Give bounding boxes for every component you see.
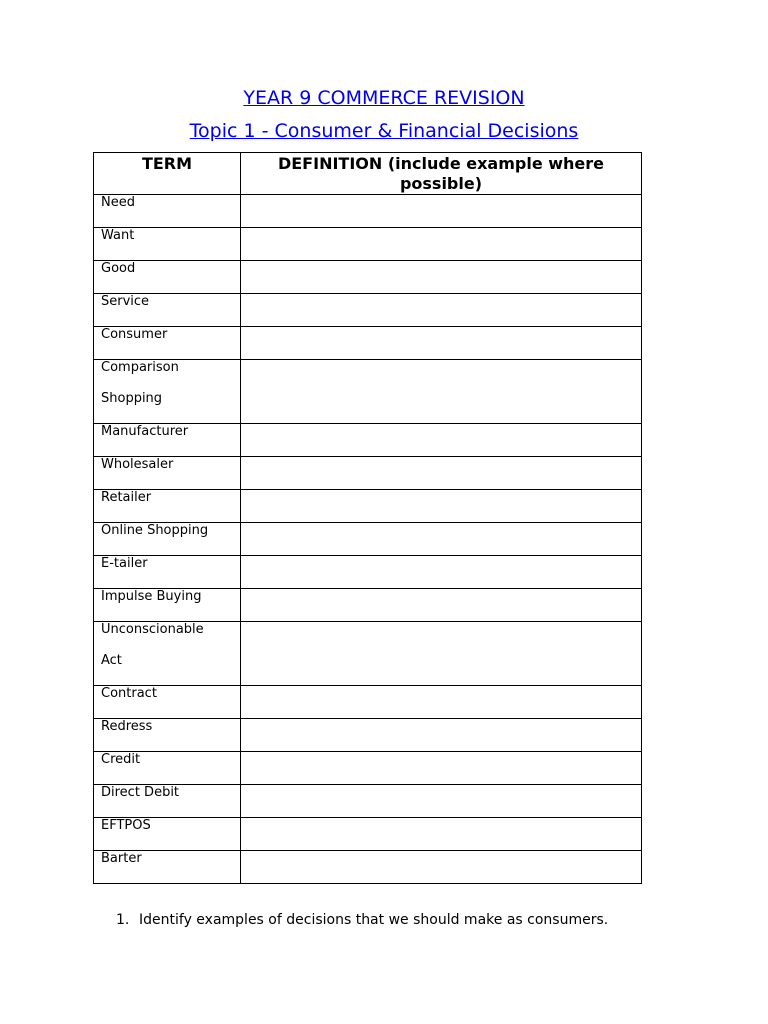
- definition-cell[interactable]: [241, 686, 642, 719]
- term-label: Manufacturer: [101, 424, 189, 439]
- definition-cell[interactable]: [241, 360, 642, 424]
- question-item: [116, 910, 608, 930]
- term-label-line: Unconscionable: [101, 622, 204, 637]
- term-label-line: Comparison: [101, 360, 179, 375]
- term-label: Consumer: [101, 327, 168, 342]
- term-label: Online Shopping: [101, 523, 209, 538]
- term-label: Direct Debit: [101, 785, 180, 800]
- definition-column-header: DEFINITION (include example where possible): [241, 153, 642, 195]
- definition-cell[interactable]: [241, 523, 642, 556]
- definition-cell[interactable]: [241, 490, 642, 523]
- term-label-line: Shopping: [101, 391, 163, 406]
- definition-cell[interactable]: [241, 719, 642, 752]
- definition-cell[interactable]: [241, 457, 642, 490]
- definition-cell[interactable]: [241, 589, 642, 622]
- term-label: Service: [101, 294, 150, 309]
- definition-cell[interactable]: [241, 785, 642, 818]
- page-subtitle: Topic 1 - Consumer & Financial Decisions: [189, 120, 579, 142]
- table-row: [94, 851, 642, 884]
- term-label: Wholesaler: [101, 457, 174, 472]
- definition-cell[interactable]: [241, 818, 642, 851]
- term-column-header: TERM: [94, 153, 241, 195]
- term-label: Contract: [101, 686, 157, 701]
- term-cell: [94, 622, 241, 686]
- term-label: Need: [101, 195, 135, 210]
- term-label: Good: [101, 261, 136, 276]
- definition-cell[interactable]: [241, 294, 642, 327]
- definition-cell[interactable]: [241, 195, 642, 228]
- definition-cell[interactable]: [241, 327, 642, 360]
- terms-table: [93, 152, 642, 884]
- term-label: Barter: [101, 851, 142, 866]
- definition-cell[interactable]: [241, 556, 642, 589]
- term-label: Want: [101, 228, 135, 243]
- term-label: Retailer: [101, 490, 152, 505]
- term-label: EFTPOS: [101, 818, 151, 833]
- definition-cell[interactable]: [241, 228, 642, 261]
- definition-cell[interactable]: [241, 622, 642, 686]
- definition-cell[interactable]: [241, 752, 642, 785]
- term-label-line: Act: [101, 653, 122, 668]
- question-number: 1.: [116, 912, 130, 928]
- definition-cell[interactable]: [241, 424, 642, 457]
- table-row: [94, 360, 642, 424]
- term-label-multiline: [101, 352, 240, 414]
- terms-table-body: [94, 195, 642, 884]
- term-label: Redress: [101, 719, 153, 734]
- term-cell: [94, 851, 241, 884]
- term-label: E-tailer: [101, 556, 148, 571]
- table-row: [94, 622, 642, 686]
- definition-cell[interactable]: [241, 851, 642, 884]
- term-label: Credit: [101, 752, 141, 767]
- question-text: Identify examples of decisions that we should make as consumers.: [139, 912, 609, 928]
- term-cell: [94, 360, 241, 424]
- term-label: Impulse Buying: [101, 589, 202, 604]
- definition-cell[interactable]: [241, 261, 642, 294]
- term-label-multiline: [101, 614, 240, 676]
- page-title: YEAR 9 COMMERCE REVISION: [243, 87, 525, 109]
